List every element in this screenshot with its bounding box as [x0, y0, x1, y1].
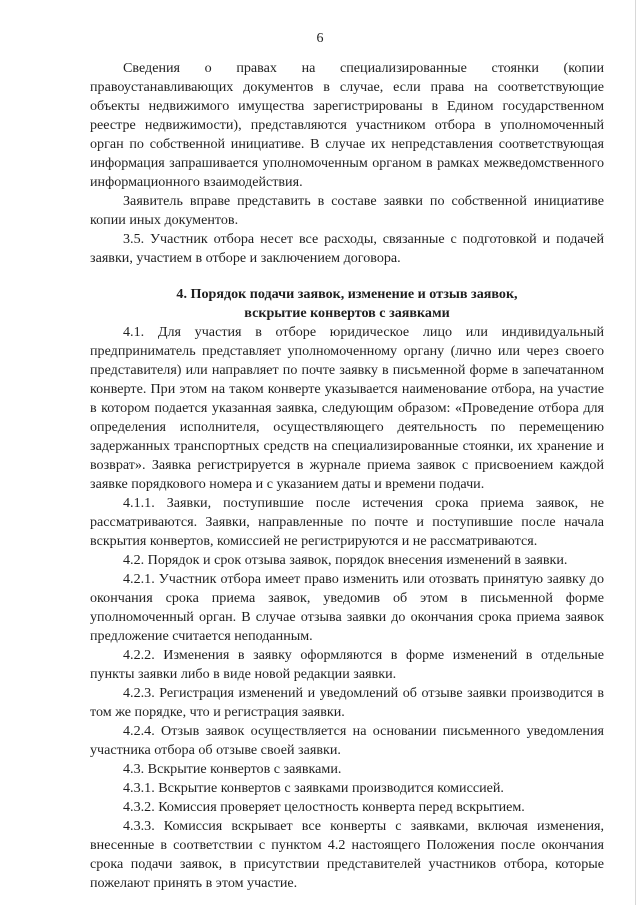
section-heading — [90, 285, 604, 323]
paragraph: 4.2.2. Изменения в заявку оформляются в форме изменений в отдельные пункты заявки либо в виде новой редакции заявки. — [90, 647, 604, 682]
paragraph: 4.3. Вскрытие конвертов с заявками. — [123, 761, 342, 777]
paragraph: 4.1.1. Заявки, поступившие после истечения срока приема заявок, не рассматриваются. Заявки, направленные по почте и поступившие после начала вскрытия конвертов, комиссией не регистрируются и не рассматриваются. — [90, 495, 604, 549]
paragraph: 4.3.3. Комиссия вскрывает все конверты с заявками, включая изменения, внесенные в соответствии с пунктом 4.2 настоящего Положения после окончания срока подачи заявок, в присутствии представителей участников отбора, которые пожелают принять в этом участие. — [90, 818, 604, 891]
paragraph: 3.5. Участник отбора несет все расходы, связанные с подготовкой и подачей заявки, участием в отборе и заключением договора. — [90, 231, 604, 266]
paragraph: 4.2.3. Регистрация изменений и уведомлений об отзыве заявки производится в том же порядке, что и регистрация заявки. — [90, 685, 604, 720]
document-body — [90, 59, 604, 893]
paragraph: 4.2.1. Участник отбора имеет право изменить или отозвать принятую заявку до окончания срока приема заявок, уведомив об этом в письменной форме уполномоченный орган. В случае отзыва заявки до окончания срока приема заявок предложение считается неподанным. — [90, 571, 604, 644]
paragraph: 4.2.4. Отзыв заявок осуществляется на основании письменного уведомления участника отбора об отзыве своей заявки. — [90, 723, 604, 758]
paragraph: 4.3.1. Вскрытие конвертов с заявками производится комиссией. — [123, 780, 504, 796]
paragraph: 4.3.2. Комиссия проверяет целостность конверта перед вскрытием. — [123, 799, 525, 815]
paragraph: 4.2. Порядок и срок отзыва заявок, порядок внесения изменений в заявки. — [123, 552, 568, 568]
paragraph: Заявитель вправе представить в составе заявки по собственной инициативе копии иных документов. — [90, 193, 604, 228]
page-number: 6 — [316, 31, 324, 46]
section-heading-line: 4. Порядок подачи заявок, изменение и отзыв заявок, — [176, 286, 518, 302]
paragraph: Сведения о правах на специализированные стоянки (копии правоустанавливающих документов в случае, если права на соответствующие объекты недвижимого имущества зарегистрированы в Едином государственном реестре недвижимости), представляются участником отбора в уполномоченный орган по собственной инициативе. В случае их непредставления соответствующая информация запрашивается уполномоченным органом в рамках межведомственного информационного взаимодействия. — [90, 60, 604, 190]
paragraph: 4.1. Для участия в отборе юридическое лицо или индивидуальный предприниматель представляет уполномоченному органу (лично или через своего представителя) или направляет по почте заявку в письменной форме в запечатанном конверте. При этом на таком конверте указывается наименование отбора, на участие в котором подается указанная заявка, следующим образом: «Проведение отбора для определения исполнителя, осуществляющего деятельность по перемещению задержанных транспортных средств на специализированные стоянки, их хранение и возврат». Заявка регистрируется в журнале приема заявок с присвоением каждой заявке порядкового номера и с указанием даты и времени подачи. — [90, 324, 604, 492]
section-heading-line: вскрытие конвертов с заявками — [244, 305, 450, 321]
scan-edge-line — [635, 0, 636, 905]
